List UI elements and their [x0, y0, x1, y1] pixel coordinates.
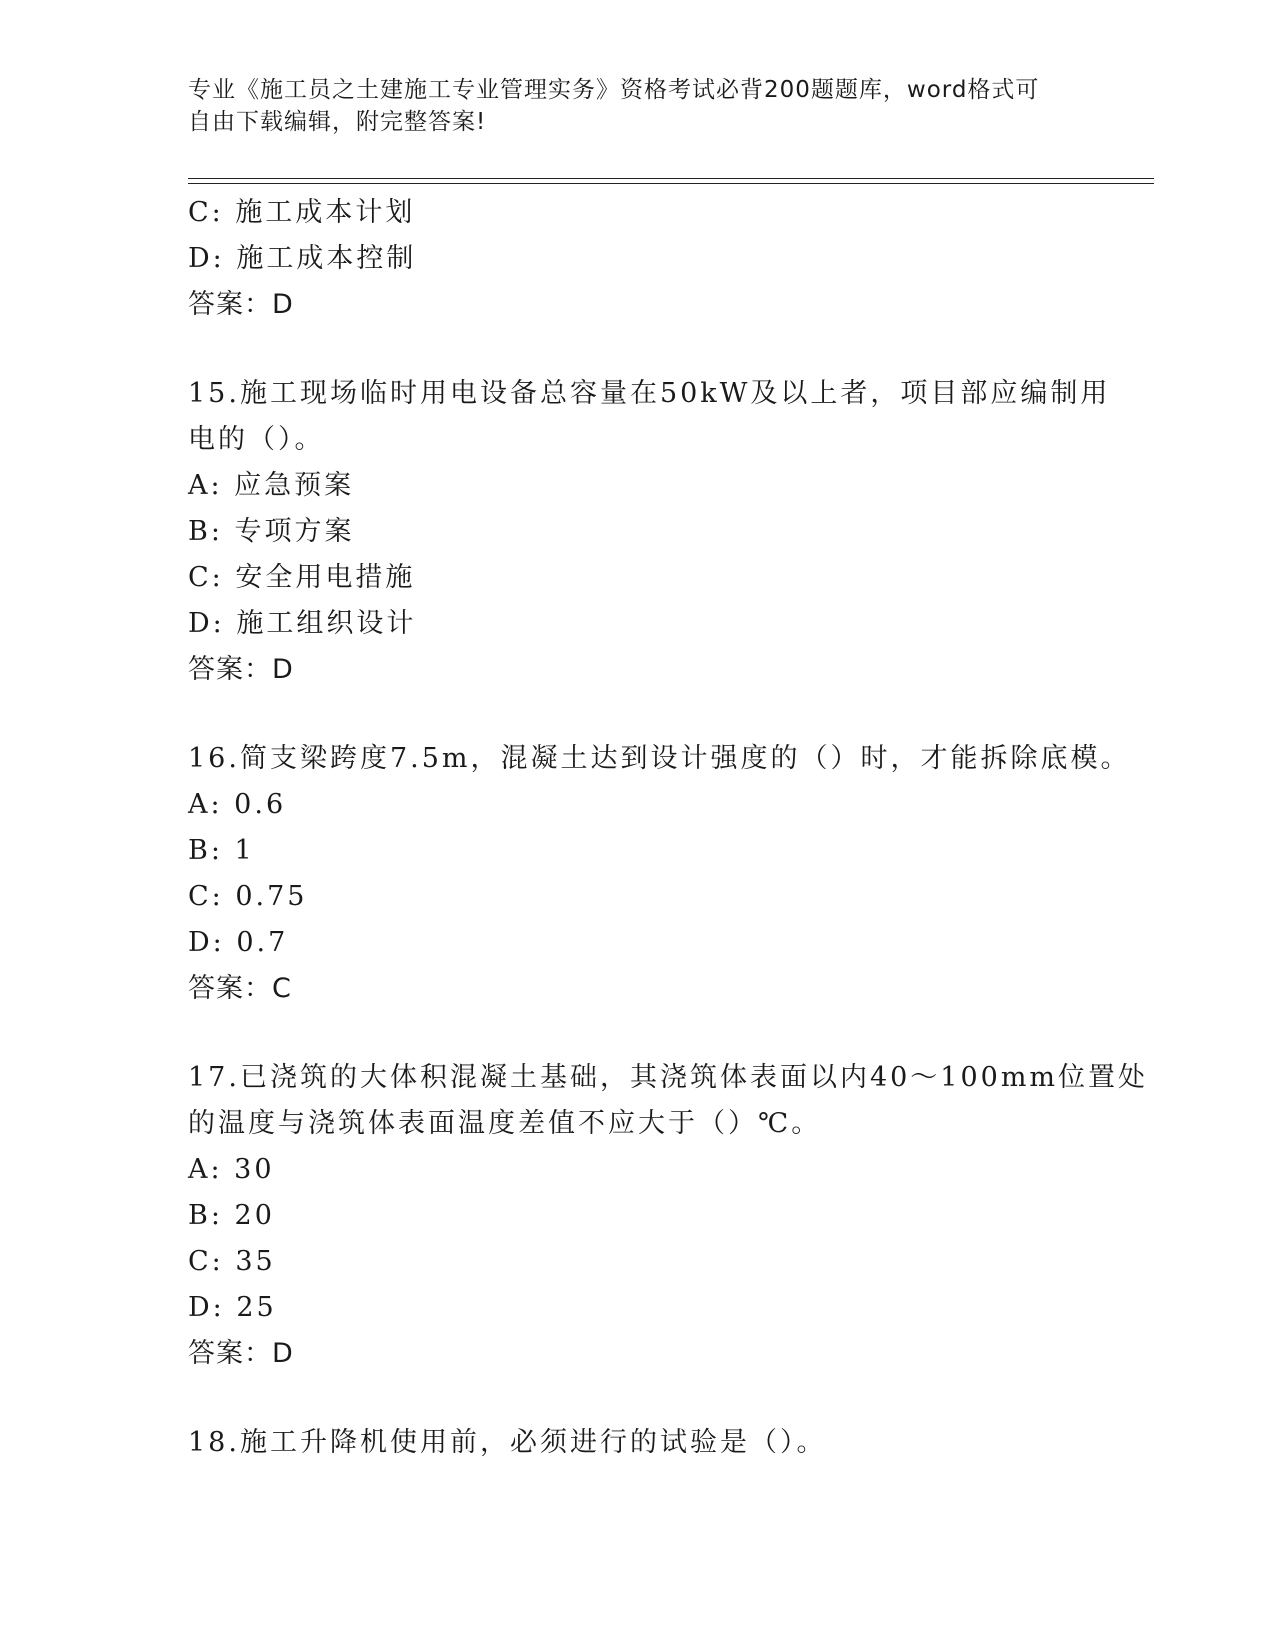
option-c: C: 施工成本计划: [188, 197, 416, 228]
option-a: A: 应急预案: [188, 470, 355, 501]
option-b: B: 1: [188, 835, 255, 866]
question-17: [188, 1055, 1149, 1377]
question-stem-line-1: 18.施工升降机使用前，必须进行的试验是（）。: [188, 1427, 827, 1458]
option-a: A: 30: [188, 1154, 275, 1185]
option-d: D: 0.7: [188, 927, 289, 958]
question-stem-line-1: 17.已浇筑的大体积混凝土基础，其浇筑体表面以内40～100mm位置处: [188, 1062, 1149, 1093]
question-list: [188, 190, 1149, 1466]
header-title-line-2: 自由下载编辑，附完整答案!: [188, 109, 487, 135]
option-d: D: 施工成本控制: [188, 243, 417, 274]
option-c: C: 35: [188, 1246, 276, 1277]
answer-label: 答案：C: [188, 973, 292, 1004]
question-18: [188, 1420, 1088, 1466]
option-b: B: 专项方案: [188, 516, 355, 547]
header-divider-top: [188, 178, 1154, 179]
question-stem-line-1: 16.简支梁跨度7.5m，混凝土达到设计强度的（）时，才能拆除底模。: [188, 743, 1131, 774]
option-a: A: 0.6: [188, 789, 287, 820]
option-d: D: 施工组织设计: [188, 608, 417, 639]
question-stem-line-2: 电的（）。: [188, 424, 325, 455]
header-title-line-1: 专业《施工员之土建施工专业管理实务》资格考试必背200题题库，word格式可: [188, 77, 1040, 103]
option-c: C: 安全用电措施: [188, 562, 416, 593]
question-16: [188, 736, 1131, 1012]
header-divider-bottom: [188, 183, 1154, 184]
answer-label: 答案：D: [188, 289, 294, 320]
question-15: [188, 371, 1111, 693]
answer-label: 答案：D: [188, 654, 294, 685]
question-stem-line-2: 的温度与浇筑体表面温度差值不应大于（）℃。: [188, 1108, 822, 1139]
option-b: B: 20: [188, 1200, 275, 1231]
answer-label: 答案：D: [188, 1338, 294, 1369]
option-d: D: 25: [188, 1292, 277, 1323]
option-c: C: 0.75: [188, 881, 308, 912]
question-14-tail: [188, 190, 1088, 328]
page-header: [188, 74, 1088, 138]
question-stem-line-1: 15.施工现场临时用电设备总容量在50kW及以上者，项目部应编制用: [188, 378, 1111, 409]
